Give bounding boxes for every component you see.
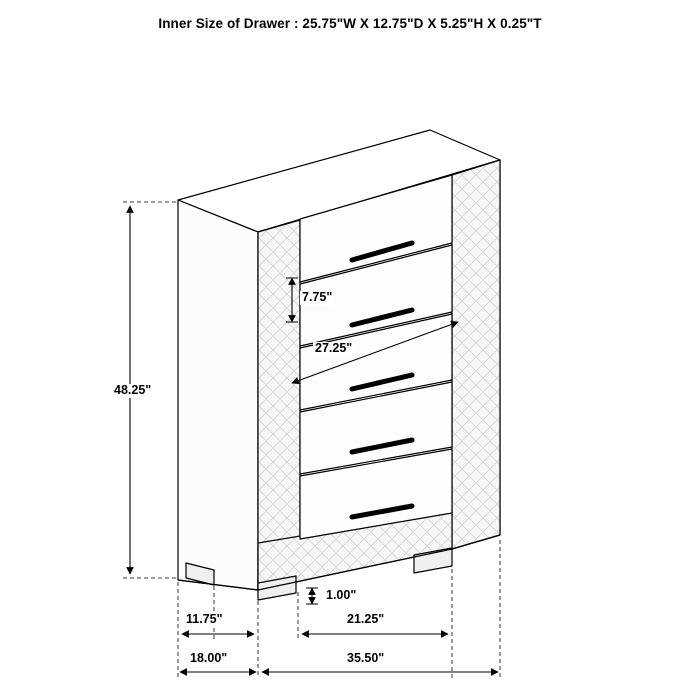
dim-label-side-depth: 11.75": [186, 612, 223, 626]
dim-label-overall-depth: 18.00": [190, 651, 228, 665]
page-title: Inner Size of Drawer : 25.75"W X 12.75"D X 5.25"H X 0.25"T: [158, 16, 542, 31]
dim-label-overall-width: 35.50": [347, 651, 385, 665]
dim-label-drawer-span: 21.25": [347, 612, 385, 626]
dim-label-drawer-front-height: 7.75": [302, 290, 333, 304]
dim-label-overall-height: 48.25": [114, 383, 152, 397]
dim-label-drawer-front-width: 27.25": [315, 341, 353, 355]
dim-label-foot-height: 1.00": [326, 588, 357, 602]
